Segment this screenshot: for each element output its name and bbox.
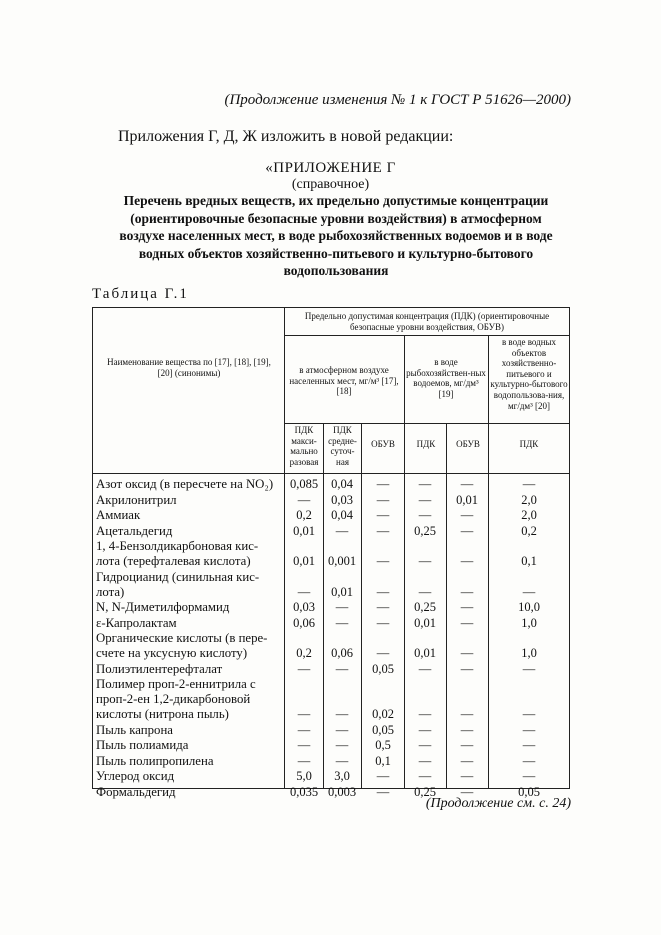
table-cell: 0,25 xyxy=(414,523,436,538)
table-cell: — xyxy=(418,661,432,676)
table-cell: — xyxy=(460,738,474,752)
table-cell: 0,2 xyxy=(521,523,537,538)
table-cell: — xyxy=(418,584,432,599)
table-cell: — xyxy=(335,722,349,737)
table-cell: — xyxy=(460,554,474,568)
substance-name: счете на уксусную кислоту) xyxy=(96,646,248,660)
column-group-header-pdk: Предельно допустимая концентрация (ПДК) (ориентировочные безопасные уровни воздействия, ОБУВ) xyxy=(304,311,550,332)
subheader-drinking-water: в воде водных объектов хозяйственно-питьевого и культурно-бытового водопользова-ния, мг/дм³ [20] xyxy=(490,337,568,411)
table-cell: — xyxy=(522,769,536,783)
table-cell: — xyxy=(335,600,349,614)
table-cell: 0,01 xyxy=(293,554,315,568)
table-cell: — xyxy=(418,707,432,721)
table-cell: — xyxy=(522,738,536,752)
table-cell: 10,0 xyxy=(518,600,540,614)
table-cell: — xyxy=(522,707,536,721)
table-cell: 1,0 xyxy=(521,646,537,660)
table-cell: 0,2 xyxy=(296,646,312,660)
table-cell: — xyxy=(297,738,311,752)
table-cell: 0,01 xyxy=(414,615,436,630)
table-cell: — xyxy=(376,784,390,799)
table-cell: 0,003 xyxy=(327,784,357,799)
substance-name: 1, 4-Бензолдикарбоновая кис- xyxy=(96,539,259,553)
appendix-title: «ПРИЛОЖЕНИЕ Г xyxy=(265,160,396,176)
table-cell: — xyxy=(376,769,390,783)
table-cell: 0,05 xyxy=(518,784,540,799)
table-cell: — xyxy=(460,646,474,660)
table-cell: — xyxy=(335,707,349,721)
table-cell: — xyxy=(460,477,474,491)
table-cell: — xyxy=(376,646,390,660)
table-cell: — xyxy=(376,477,390,491)
table-cell: — xyxy=(418,554,432,568)
table-cell: 0,01 xyxy=(293,523,315,538)
substance-name: Пыль полиамида xyxy=(96,738,189,752)
continuation-header: (Продолжение изменения № 1 к ГОСТ Р 51626—2000) xyxy=(224,92,571,108)
table-cell: 0,03 xyxy=(293,600,315,614)
table-cell: 5,0 xyxy=(296,769,312,783)
table-cell: — xyxy=(418,722,432,737)
table-cell: — xyxy=(418,492,432,507)
substance-name: ε-Капролактам xyxy=(96,615,177,630)
table-cell: 2,0 xyxy=(521,508,537,522)
table-cell: 3,0 xyxy=(334,769,350,783)
table-cell: — xyxy=(297,707,311,721)
table-cell: 0,25 xyxy=(414,600,436,614)
table-cell: 0,06 xyxy=(331,646,353,660)
substance-name: Гидроцианид (синильная кис- xyxy=(96,569,260,584)
substance-name: Аммиак xyxy=(96,508,141,522)
column-header-substance: Наименование вещества по [17], [18], [19], [20] (синонимы) xyxy=(107,357,271,378)
table-cell: — xyxy=(376,584,390,599)
table-cell: — xyxy=(522,753,536,768)
table-cell: 0,1 xyxy=(375,753,391,768)
table-cell: — xyxy=(418,753,432,768)
column-header-obuv-air: ОБУВ xyxy=(371,439,395,449)
table-cell: — xyxy=(418,738,432,752)
table-cell: 0,05 xyxy=(372,722,394,737)
table-cell: — xyxy=(460,600,474,614)
table-cell: 0,01 xyxy=(456,492,478,507)
column-header-pdk-drink: ПДК xyxy=(519,439,539,449)
table-cell: — xyxy=(335,523,349,538)
table-cell: 0,2 xyxy=(296,508,312,522)
table-cell: — xyxy=(376,523,390,538)
substance-name: лота) xyxy=(96,584,125,599)
table-cell: 0,085 xyxy=(289,477,319,491)
table-cell: — xyxy=(297,584,311,599)
substance-name: проп-2-ен 1,2-дикарбоновой xyxy=(96,692,251,706)
substance-name: лота (терефталевая кислота) xyxy=(96,554,251,568)
table-cell: — xyxy=(460,769,474,783)
table-cell: — xyxy=(376,615,390,630)
table-cell: 0,04 xyxy=(331,477,353,491)
table-cell: — xyxy=(297,722,311,737)
table-cell: — xyxy=(297,661,311,676)
table-cell: — xyxy=(376,492,390,507)
table-cell: 0,04 xyxy=(331,508,353,522)
substance-name: N, N-Диметилформамид xyxy=(96,600,230,614)
table-cell: — xyxy=(460,661,474,676)
table-cell: — xyxy=(522,722,536,737)
table-cell: 0,06 xyxy=(293,615,315,630)
substance-name: Пыль полипропилена xyxy=(96,753,214,768)
substance-name: Азот оксид (в пересчете на NO₂) xyxy=(96,477,274,491)
column-header-pdk-fish: ПДК xyxy=(416,439,436,449)
table-cell: — xyxy=(460,523,474,538)
substances-table xyxy=(92,307,570,799)
table-cell: — xyxy=(297,753,311,768)
table-cell: 0,02 xyxy=(372,707,394,721)
table-cell: — xyxy=(335,738,349,752)
substance-name: кислоты (нитрона пыль) xyxy=(96,707,229,721)
table-cell: — xyxy=(460,707,474,721)
subheader-fishery-water: в воде рыбохозяйствен-ных водоемов, мг/дм³ [19] xyxy=(406,357,486,399)
appendix-subtitle: (справочное) xyxy=(291,177,370,192)
appendix-heading: Перечень вредных веществ, их предельно допустимые концентрации (ориентировочные безопасные уровни воздействия) в атмосферном воздухе населенных мест, в воде рыбохозяйственных водоемов и в воде водных объектов хозяйственно-питьевого и культурно-бытового водопользования xyxy=(119,193,553,279)
table-cell: 0,05 xyxy=(372,661,394,676)
table-cell: 0,035 xyxy=(289,784,319,799)
table-cell: — xyxy=(460,508,474,522)
table-cell: 0,01 xyxy=(331,584,353,599)
table-cell: — xyxy=(460,615,474,630)
table-cell: — xyxy=(297,492,311,507)
table-cell: 0,001 xyxy=(327,554,357,568)
table-cell: — xyxy=(376,600,390,614)
substance-name: Ацетальдегид xyxy=(96,523,173,538)
table-label: Таблица Г.1 xyxy=(92,286,189,302)
substance-name: Органические кислоты (в пере- xyxy=(96,631,268,645)
substance-name: Формальдегид xyxy=(96,784,176,799)
table-cell: — xyxy=(335,753,349,768)
table-cell: 0,5 xyxy=(375,738,391,752)
column-header-pdk-avg: ПДК средне-суточ-ная xyxy=(328,425,357,467)
column-header-obuv-fish: ОБУВ xyxy=(456,439,480,449)
table-cell: — xyxy=(522,477,536,491)
table-cell: 2,0 xyxy=(521,492,537,507)
subheader-air: в атмосферном воздухе населенных мест, мг/м³ [17], [18] xyxy=(289,365,399,397)
table-cell: 0,01 xyxy=(414,646,436,660)
table-cell: — xyxy=(376,554,390,568)
table-cell: 0,1 xyxy=(521,554,537,568)
substance-name: Углерод оксид xyxy=(96,769,175,783)
table-cell: — xyxy=(418,769,432,783)
table-cell: — xyxy=(418,508,432,522)
substance-name: Пыль капрона xyxy=(96,722,173,737)
table-cell: 1,0 xyxy=(521,615,537,630)
table-cell: — xyxy=(376,508,390,522)
column-header-pdk-max: ПДК макси-мально разовая xyxy=(289,425,319,467)
table-cell: — xyxy=(335,661,349,676)
table-cell: — xyxy=(522,584,536,599)
substance-name: Полиэтилентерефталат xyxy=(96,661,223,676)
table-cell: 0,25 xyxy=(414,784,436,799)
table-cell: — xyxy=(522,661,536,676)
table-cell: — xyxy=(460,722,474,737)
substance-name: Акрилонитрил xyxy=(96,492,177,507)
table-cell: — xyxy=(460,753,474,768)
table-cell: — xyxy=(335,615,349,630)
table-cell: — xyxy=(460,584,474,599)
table-cell: — xyxy=(418,477,432,491)
table-cell: — xyxy=(460,784,474,799)
substance-name: Полимер проп-2-еннитрила с xyxy=(96,677,256,691)
table-cell: 0,03 xyxy=(331,492,353,507)
intro-text: Приложения Г, Д, Ж изложить в новой редакции: xyxy=(118,128,454,145)
continuation-footer: (Продолжение см. с. 24) xyxy=(425,796,571,811)
